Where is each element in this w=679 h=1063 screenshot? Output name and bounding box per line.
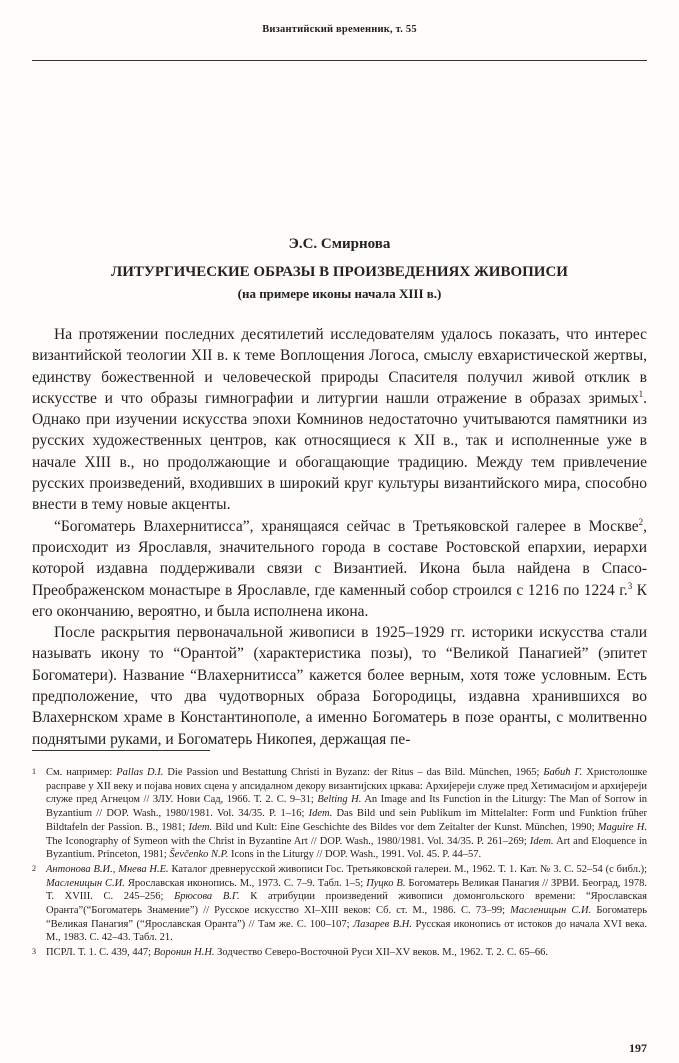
article-subtitle: (на примере иконы начала XIII в.) [237, 286, 442, 301]
footnote-ref-1: 1 [638, 388, 644, 399]
page-number: 197 [629, 1041, 647, 1055]
paragraph-2: “Богоматерь Влахернитисса”, хранящаяся сейчас в Третьяковской галерее в Москве$^2$, происходит из Ярославля, значительного города в составе Ростовской епархии, иерархи которой издавна поддерживали связи с Византией. Икона была найдена в Спасо-Преображенском монастыре в Ярославле, где каменный собор строился с 1216 по 1224 г.$^3$ К его окончанию, вероятно, и была исполнена икона. [32, 516, 647, 620]
running-head: Византийский временник, т. 55 [262, 24, 417, 35]
footnote-number: 1 [32, 767, 36, 776]
footnotes [32, 766, 647, 961]
article-title: ЛИТУРГИЧЕСКИЕ ОБРАЗЫ В ПРОИЗВЕДЕНИЯХ ЖИВОПИСИ [111, 264, 568, 280]
paragraph-3: После раскрытия первоначальной живописи в 1925–1929 гг. историки искусства стали называть икону то “Орантой” (характеристика позы), то “Великой Панагией” (эпитет Богоматери). Название “Влахернитисса” кажется более верным, хотя тоже условным. Есть предположение, что два чудотворных образа Богородицы, издавна хранившихся во Влахернском храме в Константинополе, а именно Богоматерь в позе оранты, с молитвенно поднятыми руками, и Богоматерь Никопея, держащая пе- [32, 624, 647, 748]
footnote-ref-3: 3 [627, 580, 633, 591]
footnote-3: 3 ПСРЛ. Т. 1. С. 439, 447; Воронин Н.Н. Зодчество Северо-Восточной Руси XII–XV веков. М., 1962. Т. 2. С. 65–66. [32, 947, 548, 959]
paragraph-1: На протяжении последних десятилетий исследователям удалось показать, что интерес византийской теологии XII в. к теме Воплощения Логоса, смыслу евхаристической жертвы, единству божественной и человеческой природы Спасителя получил живой отклик в искусстве и что образы гимнографии и литургии нашли отражение в образах зримых$^1$. Однако при изучении искусства эпохи Комнинов недостаточно учитываются памятники из русских художественных центров, как относящиеся к XII в., так и исполненные уже в начале XIII в., но продолжающие и обогащающие традицию. Между тем привлечение русских произведений, входивших в широкий круг культуры византийского мира, способно внести в тему новые акценты. [32, 326, 647, 514]
header-rule [32, 60, 647, 61]
footnote-number: 3 [32, 947, 36, 957]
article-author: Э.С. Смирнова [288, 236, 391, 252]
footnote-number: 2 [32, 863, 36, 873]
article-body [32, 324, 647, 750]
footnote-rule [32, 750, 210, 751]
footnote-ref-2: 2 [638, 516, 644, 527]
footnote-2: 2 Антонова В.И., Мнева Н.Е. Каталог древнерусской живописи Гос. Третьяковской галереи. М., 1962. Т. 1. Кат. № 3. С. 52–54 (с библ.); Масленицын С.И. Ярославская иконопись. М., 1973. С. 7–9. Табл. 1–5; Пуцко В. Богоматерь Великая Панагия // ЗРВИ. Београд, 1978. Т. XVIII. С. 245–256; Брюсова В.Г. К атрибуции произведений живописи домонгольского времени: “Ярославская Оранта”(“Богоматерь Знамение”) // Русское искусство XI–XIII веков: Сб. ст. М., 1986. С. 73–99; Масленицын С.И. Богоматерь “Великая Панагия” (“Ярославская Оранта”) // Там же. С. 100–107; Лазарев В.Н. Русская иконопись от истоков до начала XVI века. М., 1983. С. 42–43. Табл. 21. [32, 863, 648, 944]
footnote-1: 1 См. например: Pallas D.I. Die Passion und Bestattung Christi in Byzanz: der Ritus – das Bild. München, 1965; Бабић Г. Христолошке расправе у XII веку и појава нових сцена у апсидалном декору византијских цркава: Архијереји служе пред Хетимасијом и архијереји служе пред Агнецом // ЗЛУ. Нови Сад, 1966. Т. 2. С. 9–31; Belting H. An Image and Its Function in the Liturgy: The Man of Sorrow in Byzantium // DOP. Wash., 1980/1981. Vol. 34/35. P. 1–16; Idem. Das Bild und sein Publikum im Mittelalter: Form und Funktion früher Bildtafeln der Passion. B., 1981; Idem. Bild und Kult: Eine Geschichte des Bildes vor dem Zeitalter der Kunst. München, 1990; Maguire H. The Iconography of Symeon with the Christ in Byzantine Art // DOP. Wash., 1980/1981. Vol. 34/35. P. 261–269; Idem. Art and Eloquence in Byzantium. Princeton, 1981; Ševčenko N.P. Icons in the Liturgy // DOP. Wash., 1991. Vol. 45. P. 44–57. [32, 767, 648, 861]
